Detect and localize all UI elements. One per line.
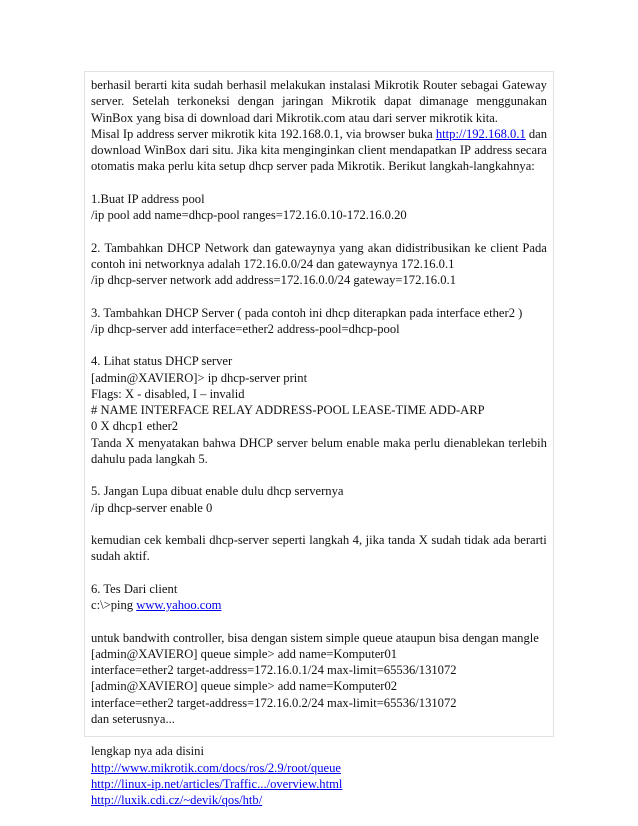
- spacer: [91, 727, 547, 743]
- step-command: [admin@XAVIERO]> ip dhcp-server print: [91, 370, 308, 385]
- step-note: Tanda X menyatakan bahwa DHCP server belum enable maka perlu dienablekan terlebih: [91, 435, 547, 450]
- paragraph-line: dan seterusnya...: [91, 711, 175, 726]
- mikrotik-queue-link[interactable]: http://www.mikrotik.com/docs/ros/2.9/root/queue: [91, 760, 341, 775]
- paragraph-line: download WinBox dari situ. Jika kita menginginkan client mendapatkan IP address secara: [91, 143, 547, 157]
- paragraph-line-with-link: [91, 126, 547, 142]
- reference-item: [91, 776, 547, 792]
- paragraph-text: dan: [528, 126, 547, 141]
- spacer: [91, 288, 547, 304]
- step-title: 4. Lihat status DHCP server: [91, 354, 233, 369]
- paragraph-text: Misal Ip address server mikrotik kita 192.168.0.1, via browser buka: [91, 126, 436, 141]
- router-ip-link[interactable]: http://192.168.0.1: [435, 126, 526, 141]
- spacer: [91, 613, 547, 629]
- paragraph-line: untuk bandwith controller, bisa dengan sistem simple queue ataupun bisa dengan mangle: [91, 630, 539, 645]
- step-command: /ip dhcp-server add interface=ether2 address-pool=dhcp-pool: [91, 321, 400, 336]
- yahoo-link[interactable]: www.yahoo.com: [136, 598, 222, 612]
- queue-command: interface=ether2 target-address=172.16.0.1/24 max-limit=65536/131072: [91, 663, 457, 677]
- reference-item: [91, 760, 547, 776]
- queue-command: interface=ether2 target-address=172.16.0.2/24 max-limit=65536/131072: [91, 695, 457, 710]
- paragraph-line: otomatis maka perlu kita setup dhcp server pada Mikrotik. Berikut langkah-langkahnya:: [91, 159, 535, 174]
- step-command: [91, 597, 547, 613]
- queue-command: [admin@XAVIERO] queue simple> add name=Komputer02: [91, 679, 398, 694]
- paragraph-line: berhasil berarti kita sudah berhasil melakukan instalasi Mikrotik Router sebagai Gateway: [91, 78, 547, 92]
- step-title: 5. Jangan Lupa dibuat enable dulu dhcp servernya: [91, 484, 344, 499]
- spacer: [91, 467, 547, 483]
- document-body: [91, 77, 547, 808]
- output-header: # NAME INTERFACE RELAY ADDRESS-POOL LEASE-TIME ADD-ARP: [91, 403, 485, 417]
- paragraph-line: WinBox yang bisa di download dari Mikrotik.com atau dari server mikrotik kita.: [91, 110, 498, 125]
- step-title: 2. Tambahkan DHCP Network dan gatewaynya yang akan didistribusikan ke client Pada: [91, 240, 547, 255]
- step-title: 6. Tes Dari client: [91, 581, 178, 596]
- step-text: contoh ini networknya adalah 172.16.0.0/24 dan gatewaynya 172.16.0.1: [91, 256, 455, 271]
- step-command: /ip pool add name=dhcp-pool ranges=172.16.0.10-172.16.0.20: [91, 208, 407, 222]
- step-command: /ip dhcp-server enable 0: [91, 500, 213, 515]
- step-command: /ip dhcp-server network add address=172.16.0.0/24 gateway=172.16.0.1: [91, 273, 456, 287]
- step-title: 3. Tambahkan DHCP Server ( pada contoh ini dhcp diterapkan pada interface ether2 ): [91, 305, 523, 320]
- htb-link[interactable]: http://luxik.cdi.cz/~devik/qos/htb/: [91, 793, 263, 807]
- spacer: [91, 516, 547, 532]
- output-row: 0 X dhcp1 ether2: [91, 419, 179, 434]
- command-text: c:\>ping: [91, 598, 137, 612]
- spacer: [91, 337, 547, 353]
- paragraph-line: server. Setelah terkoneksi dengan jaringan Mikrotik dapat dimanage menggunakan: [91, 94, 547, 109]
- step-note: dahulu pada langkah 5.: [91, 451, 208, 466]
- spacer: [91, 223, 547, 239]
- queue-command: [admin@XAVIERO] queue simple> add name=Komputer01: [91, 646, 398, 661]
- references-title: lengkap nya ada disini: [91, 744, 204, 759]
- spacer: [91, 565, 547, 581]
- paragraph-line: sudah aktif.: [91, 549, 150, 564]
- step-title: 1.Buat IP address pool: [91, 191, 205, 206]
- spacer: [91, 175, 547, 191]
- linux-ip-traffic-link[interactable]: http://linux-ip.net/articles/Traffic.../overview.html: [91, 776, 343, 791]
- paragraph-line: kemudian cek kembali dhcp-server seperti langkah 4, jika tanda X sudah tidak ada berarti: [91, 533, 547, 547]
- output-flags: Flags: X - disabled, I – invalid: [91, 386, 245, 401]
- reference-item: [91, 792, 547, 808]
